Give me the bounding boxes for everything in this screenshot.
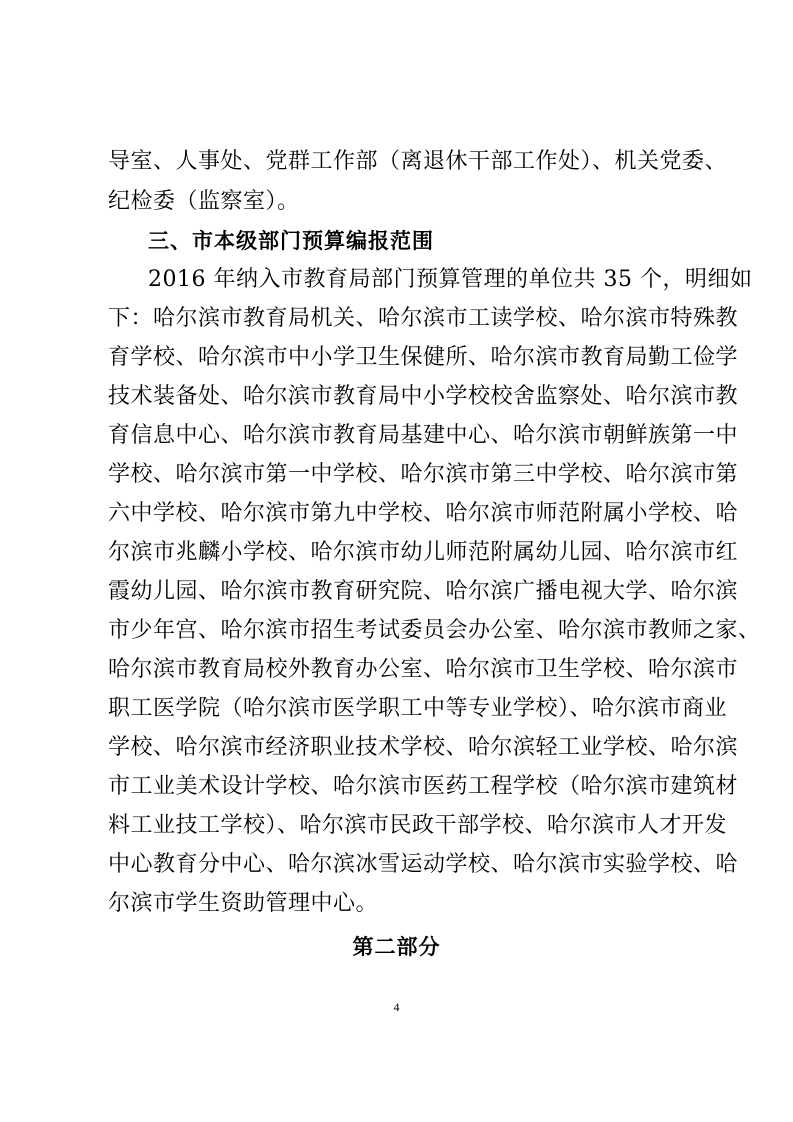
body-line-10: 市少年宫、哈尔滨市招生考试委员会办公室、哈尔滨市教师之家、 [108,618,761,643]
page-number: 4 [393,1000,400,1014]
section-heading: 三、市本级部门预算编报范围 [148,229,434,253]
body-line-6: 学校、哈尔滨市第一中学校、哈尔滨市第三中学校、哈尔滨市第 [108,462,739,487]
body-line-17: 尔滨市学生资助管理中心。 [108,891,379,916]
body-line-13: 学校、哈尔滨市经济职业技术学校、哈尔滨轻工业学校、哈尔滨 [108,735,739,760]
body-line-3: 育学校、哈尔滨市中小学卫生保健所、哈尔滨市教育局勤工俭学 [108,345,739,370]
body-line-1: 2016 年纳入市教育局部门预算管理的单位共 35 个，明细如 [148,267,753,292]
body-line-5: 育信息中心、哈尔滨市教育局基建中心、哈尔滨市朝鲜族第一中 [108,423,739,448]
body-line-15: 料工业技工学校）、哈尔滨市民政干部学校、哈尔滨市人才开发 [108,813,728,838]
body-line-4: 技术装备处、哈尔滨市教育局中小学校校舍监察处、哈尔滨市教 [108,384,739,409]
body-line-2: 下：哈尔滨市教育局机关、哈尔滨市工读学校、哈尔滨市特殊教 [108,306,739,331]
body-line-8: 尔滨市兆麟小学校、哈尔滨市幼儿师范附属幼儿园、哈尔滨市红 [108,540,739,565]
body-line-12: 职工医学院（哈尔滨市医学职工中等专业学校）、哈尔滨市商业 [108,696,728,721]
body-line-14: 市工业美术设计学校、哈尔滨市医药工程学校（哈尔滨市建筑材 [108,774,739,799]
body-line-9: 霞幼儿园、哈尔滨市教育研究院、哈尔滨广播电视大学、哈尔滨 [108,579,739,604]
intro-line-2: 纪检委（监察室）。 [108,189,300,214]
body-line-16: 中心教育分中心、哈尔滨冰雪运动学校、哈尔滨市实验学校、哈 [108,852,739,877]
intro-line-1: 导室、人事处、党群工作部（离退休干部工作处）、机关党委、 [108,149,728,174]
body-line-7: 六中学校、哈尔滨市第九中学校、哈尔滨市师范附属小学校、哈 [108,501,739,526]
body-line-11: 哈尔滨市教育局校外教育办公室、哈尔滨市卫生学校、哈尔滨市 [108,657,739,682]
part-title: 第二部分 [352,935,441,959]
